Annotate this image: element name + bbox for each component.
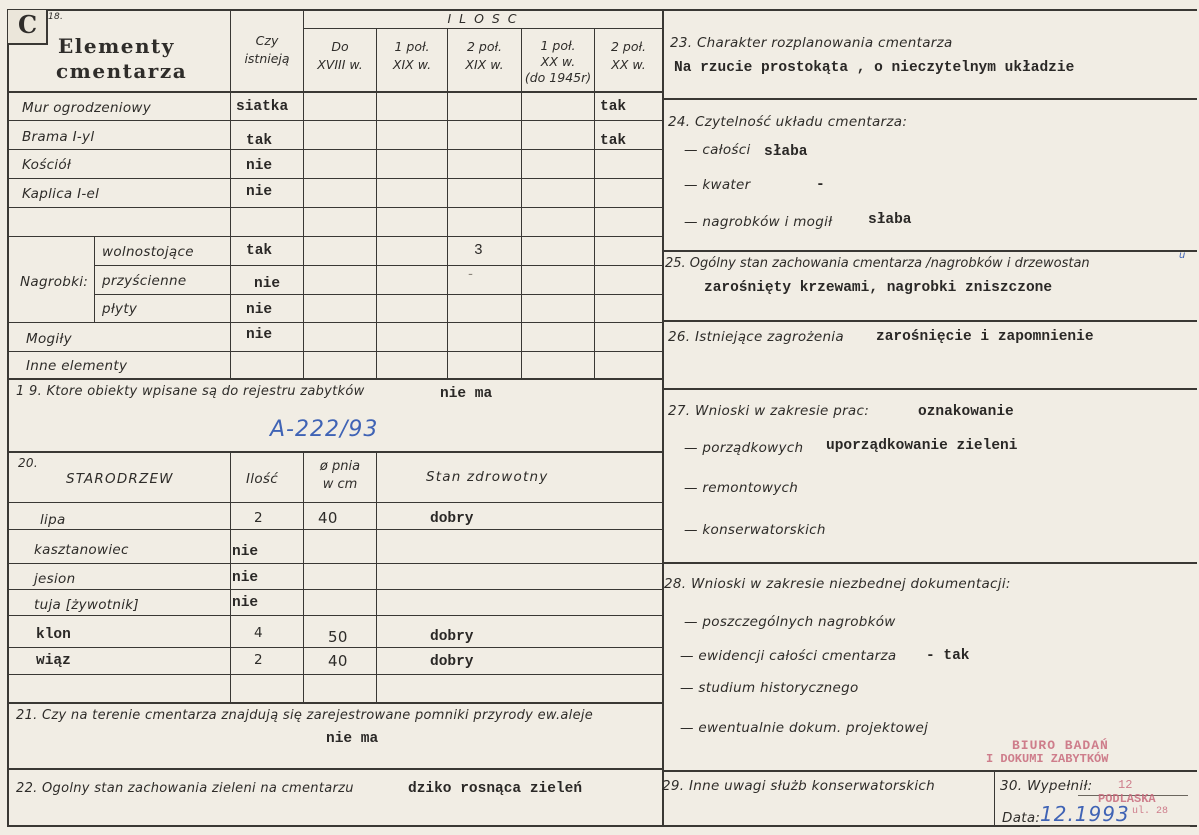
row-label-inne: Inne elementy: [26, 358, 128, 374]
grid-line: [7, 451, 663, 453]
stamp-line4: PODLASKA: [1098, 792, 1156, 806]
tree-condition: dobry: [430, 511, 474, 527]
grid-line: [662, 320, 1197, 322]
q24-nagrobkow-value: słaba: [868, 212, 912, 228]
row-label-wolnostojace: wolnostojące: [102, 244, 194, 260]
row-xx2-mur: tak: [600, 99, 627, 115]
tree-trunk: 50: [328, 628, 348, 646]
q20-header-stan: Stan zdrowotny: [426, 469, 549, 485]
header-col-xix1: 1 poł. XIX w.: [392, 39, 432, 72]
grid-line: [7, 378, 663, 380]
q27-konserwatorskich-label: — konserwatorskich: [684, 522, 826, 538]
grid-line: [994, 770, 995, 826]
stamp-line3: 12: [1118, 778, 1133, 792]
q20-header-starodrzew: STARODRZEW: [66, 471, 174, 487]
q24-nagrobkow-label: — nagrobków i mogił: [684, 214, 833, 230]
grid-line: [594, 28, 595, 379]
row-value-kaplica: nie: [246, 184, 273, 200]
q20-header-pien: ø pnia w cm: [319, 459, 361, 492]
stamp-line5: ul. 28: [1132, 806, 1169, 817]
q24-kwater-value: -: [816, 177, 825, 193]
header-col-xx1: 1 poł. XX w. (do 1945r): [524, 38, 592, 85]
row-xix2-przyscienne-dash: -: [468, 266, 474, 282]
q30-date-line: [1040, 826, 1190, 827]
tree-name: lipa: [40, 512, 66, 528]
grid-line: [447, 28, 448, 379]
grid-line: [7, 351, 663, 352]
section-title-line2: cmentarza: [56, 59, 188, 83]
row-label-mogily: Mogiły: [26, 331, 72, 347]
row-xx2-brama: tak: [600, 133, 627, 149]
grid-line: [7, 502, 663, 503]
tree-count: nie: [232, 544, 259, 560]
grid-line: [7, 563, 663, 564]
q24-calosci-value: słaba: [764, 144, 808, 160]
grid-line: [7, 178, 663, 179]
q22-answer: dziko rosnąca zieleń: [408, 781, 583, 797]
grid-line: [94, 265, 663, 266]
grid-line: [7, 529, 663, 530]
grid-line: [303, 28, 663, 29]
row-value-mogily: nie: [246, 327, 273, 343]
q19-answer: nie ma: [440, 386, 493, 402]
header-col-xix2: 2 poł. XIX w.: [465, 39, 504, 72]
q30-date-value: 12.1993: [1040, 802, 1130, 826]
q24-label: 24. Czytelność układu cmentarza:: [668, 114, 908, 130]
row-label-przyscienne: przyścienne: [102, 273, 187, 289]
q28-item-ewidencji-value: - tak: [926, 648, 970, 664]
tree-count: 4: [254, 625, 263, 641]
tree-name: wiąz: [36, 653, 71, 669]
grid-line: [7, 647, 663, 648]
tree-count: 2: [254, 652, 263, 668]
tree-name: jesion: [34, 571, 76, 587]
grid-line: [94, 294, 663, 295]
header-col-xviii: Do XVIII w.: [317, 39, 363, 72]
tree-trunk: 40: [328, 652, 348, 670]
row-value-plyty: nie: [246, 302, 273, 318]
grid-line: [7, 589, 663, 590]
tree-name: klon: [36, 627, 71, 643]
row-value-wolnostojace: tak: [246, 243, 273, 259]
q23-label: 23. Charakter rozplanowania cmentarza: [670, 35, 953, 51]
section-letter: C: [18, 10, 39, 39]
grid-line: [376, 28, 377, 379]
q19-handwritten-register: A-222/93: [270, 417, 379, 442]
q28-item-projektowej: — ewentualnie dokum. projektowej: [680, 720, 929, 736]
grid-line: [7, 207, 663, 208]
row-value-przyscienne: nie: [254, 276, 281, 292]
row-label-kosciol: Kościół: [22, 157, 72, 173]
grid-line: [7, 768, 663, 770]
grid-line: [376, 451, 377, 703]
q24-calosci-label: — całości: [684, 142, 751, 158]
row-xix2-wolnostojace: 3: [474, 243, 483, 259]
row-value-kosciol: nie: [246, 158, 273, 174]
tree-condition: dobry: [430, 629, 474, 645]
q28-item-nagrobkow: — poszczególnych nagrobków: [684, 614, 896, 630]
grid-line: [94, 236, 95, 322]
row-label-nagrobki: Nagrobki:: [20, 274, 89, 290]
q28-item-studium: — studium historycznego: [680, 680, 859, 696]
q25-handwritten-mark: u: [1179, 250, 1186, 261]
row-value-mur: siatka: [236, 99, 289, 115]
grid-line: [7, 322, 663, 323]
q24-kwater-label: — kwater: [684, 177, 751, 193]
grid-line: [7, 674, 663, 675]
q19-label: 1 9. Ktore obiekty wpisane są do rejestru zabytków: [16, 384, 365, 399]
header-czy: Czy istnieją: [244, 33, 290, 66]
grid-line: [7, 91, 663, 93]
q29-label: 29. Inne uwagi służb konserwatorskich: [662, 778, 935, 794]
header-col-xx2: 2 poł. XX w.: [610, 39, 647, 72]
section-title-line1: Elementy: [58, 34, 175, 58]
q21-answer: nie ma: [326, 731, 379, 747]
grid-line: [662, 770, 1197, 772]
grid-line: [7, 149, 663, 150]
row-label-plyty: płyty: [102, 301, 138, 317]
section-number: 18.: [48, 12, 64, 22]
tree-count: nie: [232, 595, 259, 611]
q25-answer: zarośnięty krzewami, nagrobki zniszczone: [704, 280, 1053, 296]
q26-answer: zarośnięcie i zapomnienie: [876, 329, 1094, 345]
stamp-line1: BIURO BADAŃ: [1012, 738, 1109, 753]
q27-label: 27. Wnioski w zakresie prac:: [668, 403, 870, 419]
q25-label: 25. Ogólny stan zachowania cmentarza /nagrobków i drzewostan: [665, 256, 1090, 271]
q30-date-label: Data:: [1002, 810, 1041, 826]
grid-line: [662, 250, 1197, 252]
q22-label: 22. Ogolny stan zachowania zieleni na cmentarzu: [16, 781, 354, 796]
grid-line: [7, 702, 663, 704]
tree-count: 2: [254, 510, 263, 526]
tree-name: kasztanowiec: [34, 542, 129, 558]
q30-label: 30. Wypełnił:: [1000, 778, 1093, 794]
q27-porzadkowych-label: — porządkowych: [684, 440, 804, 456]
q21-label: 21. Czy na terenie cmentarza znajdują się zarejestrowane pomniki przyrody ew.aleje: [16, 708, 594, 723]
q27-porzadkowych-value: uporządkowanie zieleni: [826, 438, 1018, 454]
grid-line: [662, 98, 1197, 100]
grid-line: [662, 562, 1197, 564]
stamp-line2: I DOKUMI ZABYTKÓW: [986, 752, 1109, 766]
grid-line: [7, 236, 663, 237]
q28-label: 28. Wnioski w zakresie niezbednej dokumentacji:: [664, 576, 1011, 592]
q27-remontowych-label: — remontowych: [684, 480, 799, 496]
q20-header-ilosc: Ilość: [246, 471, 278, 487]
q20-number: 20.: [18, 456, 38, 470]
tree-count: nie: [232, 570, 259, 586]
tree-condition: dobry: [430, 654, 474, 670]
tree-trunk: 40: [318, 509, 338, 527]
row-label-mur: Mur ogrodzeniowy: [22, 100, 152, 116]
header-ilosc: I L O S C: [447, 11, 519, 26]
q28-item-ewidencji: — ewidencji całości cmentarza: [680, 648, 897, 664]
grid-line: [7, 615, 663, 616]
tree-name: tuja [żywotnik]: [34, 597, 139, 613]
q26-label: 26. Istniejące zagrożenia: [668, 329, 844, 345]
row-label-brama: Brama I-yl: [22, 129, 95, 145]
q27-label-value: oznakowanie: [918, 404, 1014, 420]
grid-line: [662, 388, 1197, 390]
q23-answer: Na rzucie prostokąta , o nieczytelnym układzie: [674, 60, 1075, 76]
row-value-brama: tak: [246, 133, 273, 149]
grid-line: [7, 120, 663, 121]
row-label-kaplica: Kaplica I-el: [22, 186, 100, 202]
